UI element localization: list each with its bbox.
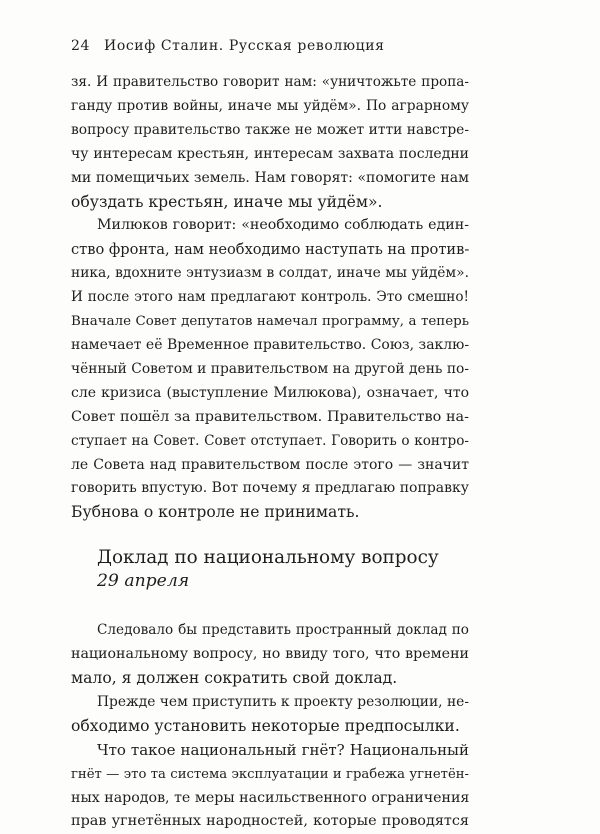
- text-line: обуздать крестьян, иначе мы уйдём».: [71, 192, 383, 211]
- running-header: [71, 38, 385, 54]
- page-body: [71, 71, 469, 834]
- page-number: 24: [71, 38, 91, 54]
- running-title: Иосиф Сталин. Русская революция: [104, 38, 385, 54]
- text-line: ство фронта, нам необходимо наступать на против-: [71, 241, 470, 259]
- text-line: зя. И правительство говорит нам: «уничтожьте пропа-: [71, 74, 469, 90]
- text-line: ми помещичьих земель. Нам говорят: «помогите нам: [71, 169, 469, 186]
- text-line: ле Совета над правительством после этого — значит: [71, 456, 469, 473]
- text-line: вопросу правительство также не может итти навстре-: [71, 121, 469, 138]
- text-line: намечает её Временное правительство. Союз, заклю-: [71, 336, 470, 353]
- section-title: Доклад по национальному вопросу: [97, 547, 439, 569]
- text-line: ганду против войны, иначе мы уйдём». По аграрному: [71, 97, 469, 114]
- text-line: обходимо установить некоторые предпосылки.: [71, 716, 460, 735]
- text-line: Следовало бы представить пространный доклад по: [97, 622, 469, 639]
- paragraph: [71, 739, 469, 834]
- text-line: ных народов, те меры насильственного ограничения: [71, 789, 470, 806]
- text-line: Милюков говорит: «необходимо соблюдать един-: [97, 217, 469, 234]
- paragraph: [71, 214, 469, 525]
- text-line: Совет пошёл за правительством. Правительство на-: [71, 408, 469, 425]
- text-line: гнёт — это та система эксплуатации и грабежа угнетён-: [71, 766, 469, 782]
- text-line: чу интересам крестьян, интересам захвата последни: [71, 145, 469, 162]
- text-line: чённый Советом и правительством на другой день по-: [71, 360, 469, 377]
- text-line: И после этого нам предлагают контроль. Это смешно!: [71, 289, 469, 306]
- text-line: прав угнетённых народностей, которые проводятся: [71, 813, 469, 830]
- section-date: 29 апреля: [97, 571, 190, 592]
- text-line: говорить впустую. Вот почему я предлагаю поправку: [71, 480, 469, 497]
- text-line: ника, вдохните энтузиазм в солдат, иначе мы уйдём».: [71, 265, 469, 282]
- text-line: Что такое национальный гнёт? Национальный: [97, 740, 469, 759]
- text-line: Прежде чем приступить к проекту резолюции, не-: [97, 693, 469, 710]
- text-line: национальному вопросу, но ввиду того, что времени: [71, 646, 469, 663]
- section-spacer: [71, 593, 469, 619]
- text-line: Вначале Совет депутатов намечал программу, а теперь: [71, 314, 469, 330]
- text-line: сле кризиса (выступление Милюкова), означает, что: [71, 384, 469, 401]
- paragraph: [71, 71, 469, 214]
- text-line: ступает на Совет. Совет отступает. Говорить о контро-: [71, 432, 469, 449]
- paragraph: [71, 691, 469, 739]
- paragraph: [71, 619, 469, 691]
- text-line: Бубнова о контроле не принимать.: [71, 503, 360, 522]
- text-line: мало, я должен сократить свой доклад.: [71, 669, 398, 688]
